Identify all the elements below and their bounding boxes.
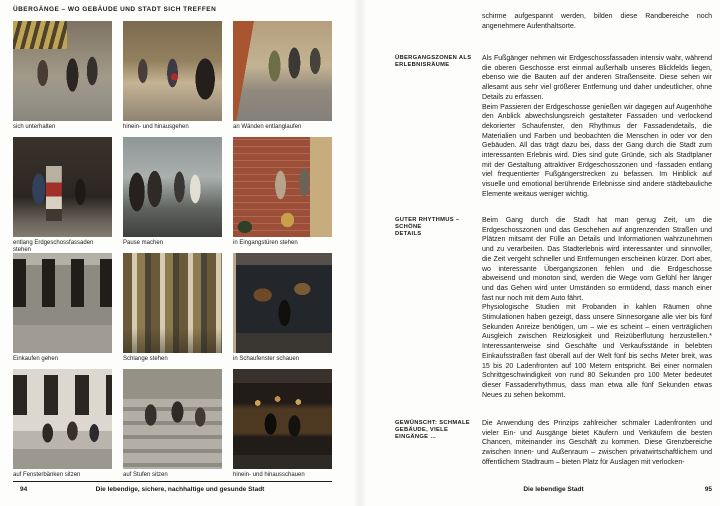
margin-heading-line: DETAILS	[395, 231, 422, 238]
photo-caption: in Schaufenster schauen	[233, 356, 300, 362]
left-page-header: ÜBERGÄNGE – WO GEBÄUDE UND STADT SICH TREFFEN	[13, 6, 217, 13]
body-paragraph: schirme aufgespannt werden, bilden diese Randbereiche noch angenehmere Aufenthaltsorte.	[482, 13, 712, 30]
photo-caption: Einkaufen gehen	[13, 356, 59, 362]
body-paragraph: Die Anwendung des Prinzips zahlreicher schmaler Ladenfronten und vieler Ein- und Ausgänge bietet Käufern und Verkäufern die besten Chancen, miteinander ins Geschäft zu kommen. Diese Grenzbereiche zwischen Innen- und Außenraum – zwischen privatwirtschaftlichem und öffentlichem Stadtraum – bieten Platz für Auslagen mit verlocken-	[482, 420, 712, 466]
photo-caption: Pause machen	[123, 240, 164, 246]
section-guter-rhythmus-schoene-details	[395, 216, 712, 400]
margin-heading-line: GUTER RHYTHMUS – SCHÖNE	[395, 217, 460, 231]
photo-an-waenden-entlanglaufen	[233, 21, 332, 121]
section-uebergangszonen-als-erlebnisraeume	[395, 54, 712, 200]
photo-cell	[13, 21, 112, 137]
margin-heading	[395, 216, 482, 400]
section-body	[482, 216, 712, 400]
margin-heading-line: ERLEBNISRÄUME	[395, 62, 450, 69]
photo-caption: entlang Erdgeschossfassaden stehen	[13, 240, 94, 253]
page-number-left: 94	[20, 486, 28, 493]
margin-heading	[395, 54, 482, 200]
photo-cell	[123, 137, 222, 253]
intro-continuation-paragraph	[482, 12, 712, 31]
footer-rule	[13, 481, 332, 482]
photo-cell	[13, 137, 112, 253]
photo-pause-machen	[123, 137, 222, 237]
photo-cell	[233, 369, 332, 485]
page-number-right: 95	[704, 486, 712, 493]
margin-heading-line: GEWÜNSCHT: SCHMALE	[395, 420, 470, 426]
photo-in-eingangstueren-stehen	[233, 137, 332, 237]
body-paragraph: Beim Passieren der Erdgeschosse genießen wir dagegen auf Augenhöhe den Anblick abwechslungsreich gestalteter Fassaden und verlockend dekorierter Schaufenster, den Rhythmus der Fassadendetails, die Materialien und Farben und beobachten die Menschen in oder vor den Gebäuden. All das trägt dazu bei, dass der Gang durch die Stadt zum interessanten Erlebnis wird. Dies sind gute Gründe, sich als Stadtplaner mit der Gestaltung attraktiver Erdgeschosszonen und -fassaden entlang viel frequentierter Fußgängerstrecken zu befassen. Im Hinblick auf visuelle und emotional berührende Erlebnisse sind andere städtebauliche Elemente weitaus weniger wichtig.	[482, 103, 712, 198]
section-body	[482, 419, 712, 468]
photo-in-schaufenster-schauen	[233, 253, 332, 353]
photo-hinein-und-hinausgehen	[123, 21, 222, 121]
left-page-footer	[13, 486, 347, 493]
photo-caption: an Wänden entlanglaufen	[233, 124, 302, 130]
left-footer-title: Die lebendige, sichere, nachhaltige und gesunde Stadt	[95, 486, 265, 493]
photo-cell	[123, 21, 222, 137]
photo-cell	[13, 369, 112, 485]
body-paragraph: Beim Gang durch die Stadt hat man genug Zeit, um die Erdgeschosszonen und das Geschehen auf angrenzenden Straßen und Plätzen mitsamt der Fülle an Details und Informationen wahrzunehmen und zu verarbeiten. Das Stadterlebnis wird interessanter und sinnvoller, die Zeit vergeht schneller und Entfernungen erscheinen kürzer. Dort aber, wo interessante Übergangszonen fehlen und die Erdgeschosse abweisend und monoton sind, werden die Wege vom Gefühl her länger und das Gehen wird unter Umständen so ermüdend, dass manch einer fast nur noch mit dem Auto fährt.	[482, 217, 712, 302]
photo-sich-unterhalten	[13, 21, 112, 121]
photo-caption: hinein- und hinausschauen	[233, 472, 305, 478]
photo-cell	[123, 369, 222, 485]
margin-heading	[395, 419, 482, 468]
photo-auf-fensterbaenken-sitzen	[13, 369, 112, 469]
margin-heading-line: GEBÄUDE, VIELE EINGÄNGE …	[395, 427, 449, 441]
photo-caption: Schlange stehen	[123, 356, 168, 362]
right-page-footer	[395, 486, 712, 493]
margin-heading-line: ÜBERGANGSZONEN ALS	[395, 55, 472, 61]
photo-caption: auf Fensterbänken sitzen	[13, 472, 81, 478]
photo-cell	[13, 253, 112, 369]
photo-cell	[123, 253, 222, 369]
photo-caption: in Eingangstüren stehen	[233, 240, 298, 246]
right-footer-title: Die lebendige Stadt	[523, 486, 584, 493]
photo-entlang-erdgeschossfassaden-stehen	[13, 137, 112, 237]
section-body	[482, 54, 712, 200]
photo-caption: sich unterhalten	[13, 124, 56, 130]
photo-cell	[233, 137, 332, 253]
right-page	[360, 0, 720, 506]
photo-caption: hinein- und hinausgehen	[123, 124, 189, 130]
body-paragraph: Physiologische Studien mit Probanden in kahlen Räumen ohne Stimulationen haben gezeigt, dass unsere Sinnesorgane alle vier bis fünf Sekunden Anreize benötigen, um – wie es scheint – einen verträglichen Ausgleich zwischen Reizlosigkeit und Reizüberflutung herzustellen.* Interessanterweise sind Geschäfte und Verkaufsstände in belebten Einkaufsstraßen fast überall auf der Welt fünf bis sechs Meter breit, was 15 bis 20 Ladenfronten auf 100 Metern entspricht. Bei einer normalen Schrittgeschwindigkeit von rund 80 Sekunden pro 100 Meter bedeutet dieser Fassadenrhythmus, dass man etwa alle fünf Sekunden etwas Neues zu sehen bekommt.	[482, 304, 712, 399]
photo-grid	[13, 21, 332, 485]
photo-auf-stufen-sitzen	[123, 369, 222, 469]
photo-caption: auf Stufen sitzen	[123, 472, 168, 478]
photo-hinein-und-hinausschauen	[233, 369, 332, 469]
section-gewuenscht-schmale-gebaeude	[395, 419, 712, 468]
photo-einkaufen-gehen	[13, 253, 112, 353]
photo-cell	[233, 253, 332, 369]
photo-schlange-stehen	[123, 253, 222, 353]
body-paragraph: Als Fußgänger nehmen wir Erdgeschossfassaden intensiv wahr, während die oberen Geschosse erst einmal außerhalb unseres Blickfelds liegen, ebenso wie die Bauten auf der anderen Straßenseite. Diese sehen wir allesamt aus sehr viel größerer Entfernung und daher undeutlicher, ohne Details zu erfassen.	[482, 55, 712, 101]
photo-cell	[233, 21, 332, 137]
